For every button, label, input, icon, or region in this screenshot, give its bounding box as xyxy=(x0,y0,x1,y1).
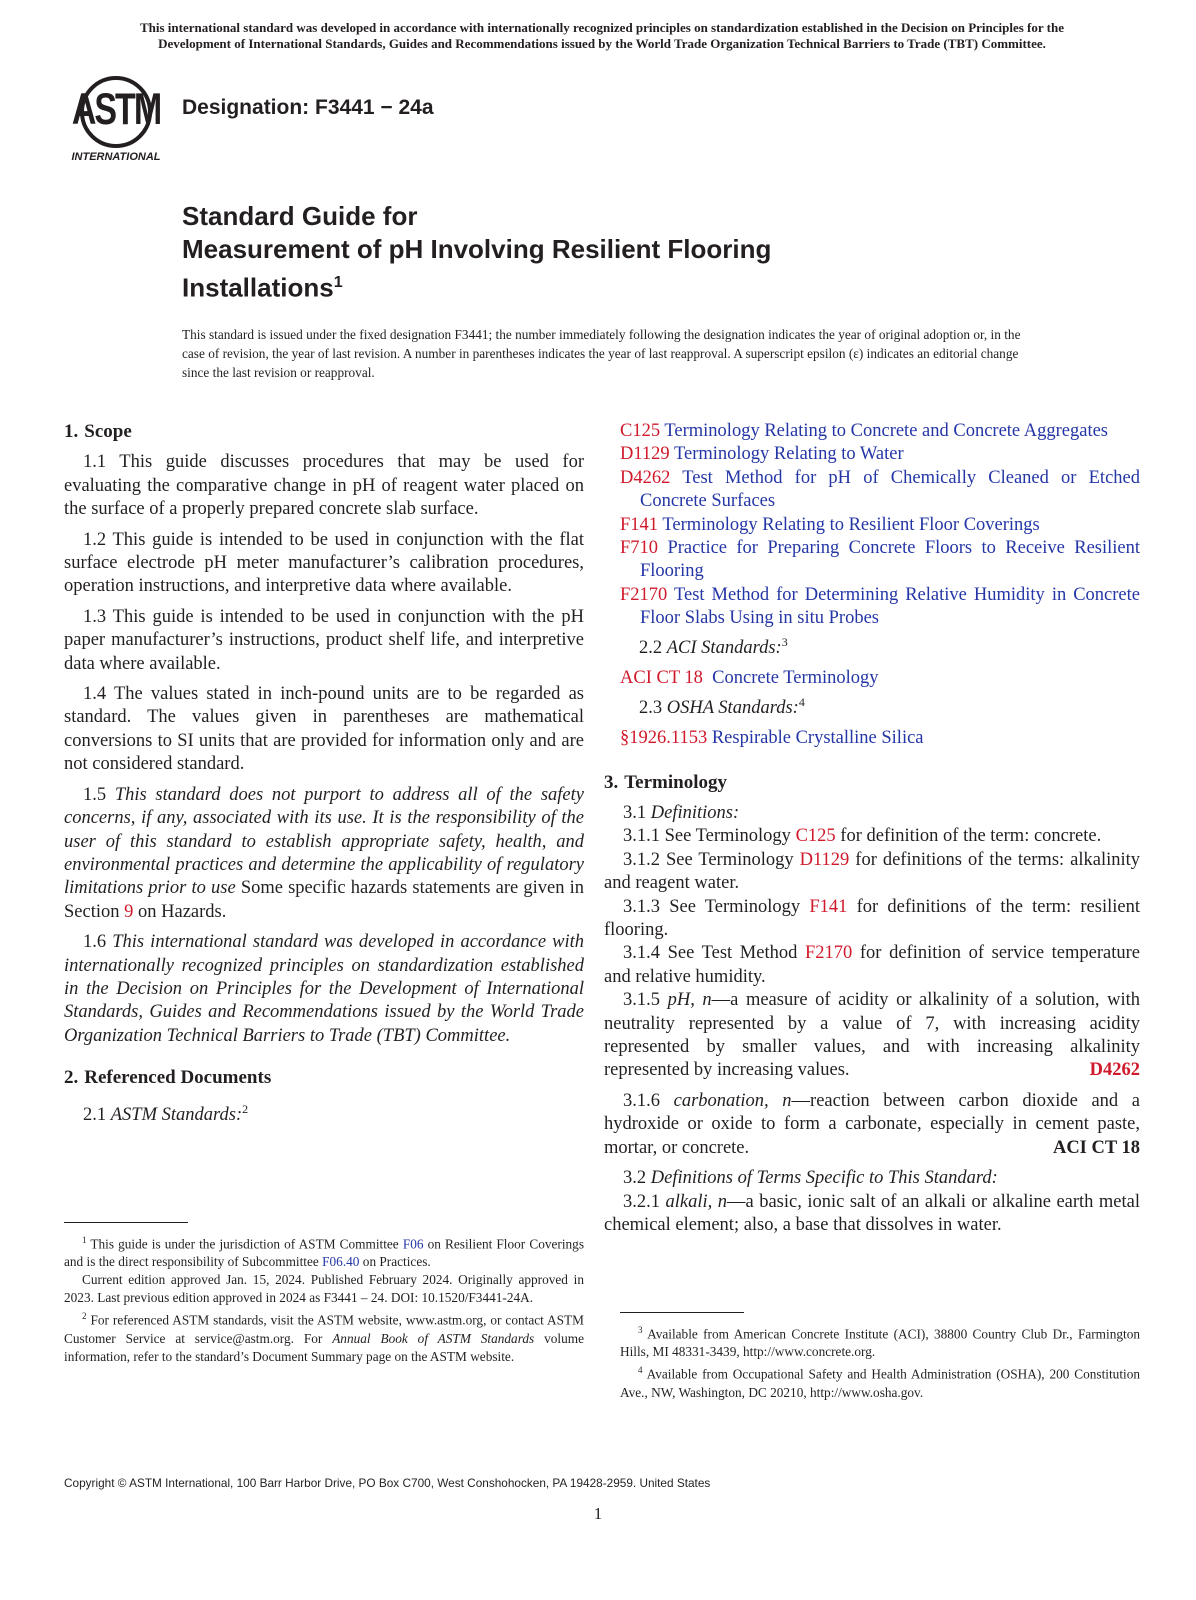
d4262-source-link[interactable]: D4262 xyxy=(1089,1060,1140,1081)
astm-standards-label: 2.1 ASTM Standards:$^2$ xyxy=(83,1101,249,1125)
title-line-1: Standard Guide for xyxy=(182,201,418,231)
paragraph-1-5: 1.5 This standard does not purport to address all of the safety concerns, if any, associated with its use. It is the responsibility of the user of this standard to establish appropriate safety, health, and environmental practices and determine the applicability of regulatory limitations prior to use Some specific hazards statements are given in Section 9 on Hazards. xyxy=(64,784,584,922)
document-title xyxy=(182,200,771,305)
definition-3-1-5: 3.1.5 pH, n—a measure of acidity or alkalinity of a solution, with neutrality represented by a value of 7, with increasing acidity represented by smaller values, and with increasing alkalinity represented by increasing values. D4262 xyxy=(604,989,1140,1083)
definition-3-1-1: 3.1.1 See Terminology C125 for definition of the term: concrete. xyxy=(623,826,1102,847)
paragraph-1-2: 1.2 This guide is intended to be used in conjunction with the flat surface electrode pH meter manufacturer’s calibration procedures, operation instructions, and interpretive data where available. xyxy=(64,529,584,597)
c125-link[interactable]: C125 xyxy=(795,826,836,847)
footnote-2: $^2$ For referenced ASTM standards, visit the ASTM website, www.astm.org, or contact ASTM Customer Service at service@astm.org. For Annual Book of ASTM Standards volume information, refer to the standard’s Document Summary page on the ASTM website. xyxy=(64,1311,584,1364)
notice-line-2: Development of International Standards, Guides and Recommendations issued by the World Trade Organization Technical Barriers to Trade (TBT) Committee. xyxy=(158,36,1046,51)
aci-ct-18-source: ACI CT 18 xyxy=(1052,1137,1140,1158)
definition-3-1-6: 3.1.6 carbonation, n—reaction between carbon dioxide and a hydroxide or oxide to form a carbonate, especially in cement paste, mortar, or concrete. ACI CT 18 xyxy=(604,1090,1140,1160)
ref-item-f141[interactable]: F141 Terminology Relating to Resilient Floor Coverings xyxy=(620,514,1040,535)
title-footnote-mark: 1 xyxy=(333,274,343,291)
osha-standards-label: 2.3 OSHA Standards:$^4$ xyxy=(639,694,805,718)
designation: Designation: F3441 − 24a xyxy=(182,96,434,119)
f2170-link[interactable]: F2170 xyxy=(804,943,853,964)
footnote-1: $^1$ This guide is under the jurisdiction of ASTM Committee F06 on Resilient Floor Coverings and is the direct responsibility of Subcommittee F06.40 on Practices. xyxy=(64,1235,584,1270)
paragraph-1-4: 1.4 The values stated in inch-pound units are to be regarded as standard. The values given in parentheses are mathematical conversions to SI units that are provided for information only and are not considered standard. xyxy=(64,684,584,775)
definition-3-1-4: 3.1.4 See Test Method F2170 for definition of service temperature and relative humidity. xyxy=(604,943,1140,987)
f06-40-link[interactable]: F06.40 xyxy=(322,1254,360,1270)
footnote-divider xyxy=(620,1312,744,1313)
ref-item-f2170[interactable]: F2170 Test Method for Determining Relative Humidity in Concrete Floor Slabs Using in situ Probes xyxy=(620,584,1140,629)
title-line-2: Measurement of pH Involving Resilient Flooring xyxy=(182,234,772,264)
definition-3-1-3: 3.1.3 See Terminology F141 for definitions of the term: resilient flooring. xyxy=(604,896,1140,941)
f141-link[interactable]: F141 xyxy=(809,896,848,917)
section-9-link[interactable]: 9 xyxy=(124,901,134,922)
specific-definitions-label: 3.2 Definitions of Terms Specific to This Standard: xyxy=(623,1168,998,1189)
footnote-divider xyxy=(64,1222,188,1223)
ref-item-osha-1926[interactable]: §1926.1153 Respirable Crystalline Silica xyxy=(620,728,924,749)
notice-line-1: This international standard was developed in accordance with internationally recognized principles on standardization established in the Decision on Principles for the xyxy=(139,20,1064,35)
right-column xyxy=(604,420,1141,1244)
tbt-notice xyxy=(62,20,1142,52)
copyright-notice: Copyright © ASTM International, 100 Barr Harbor Drive, PO Box C700, West Conshohocken, PA 19428-2959. United States xyxy=(64,1476,711,1490)
logo-text: ASTM xyxy=(71,84,161,135)
ref-item-d4262[interactable]: D4262 Test Method for pH of Chemically Cleaned or Etched Concrete Surfaces xyxy=(620,467,1140,512)
definition-3-2-1: 3.2.1 alkali, n—a basic, ionic salt of an alkali or alkaline earth metal chemical element; also, a base that dissolves in water. xyxy=(604,1191,1140,1235)
d1129-link[interactable]: D1129 xyxy=(799,849,850,870)
paragraph-1-3: 1.3 This guide is intended to be used in conjunction with the pH paper manufacturer’s instructions, product shelf life, and interpretive data where available. xyxy=(64,606,584,674)
ref-item-f710[interactable]: F710 Practice for Preparing Concrete Floors to Receive Resilient Flooring xyxy=(620,538,1140,582)
title-line-3: Installations xyxy=(182,272,334,303)
issue-statement: This standard is issued under the fixed designation F3441; the number immediately following the designation indicates the year of original adoption or, in the case of revision, the year of last revision. A number in parentheses indicates the year of last reapproval. A superscript epsilon (ε) indicates an editorial change since the last revision or reapproval. xyxy=(182,327,1021,380)
footnote-3: $^3$ Available from American Concrete Institute (ACI), 38800 Country Club Dr., Farmington Hills, MI 48331-3439, http://www.concrete.org. xyxy=(620,1325,1140,1360)
f06-link[interactable]: F06 xyxy=(402,1236,424,1252)
logo-subtext: INTERNATIONAL xyxy=(71,151,161,163)
footnote-1-edition: Current edition approved Jan. 15, 2024. Published February 2024. Originally approved in 2023. Last previous edition approved in 2024 as F3441 – 24. DOI: 10.1520/F3441-24A. xyxy=(64,1272,584,1306)
ref-item-c125[interactable]: C125 Terminology Relating to Concrete and Concrete Aggregates xyxy=(620,421,1108,441)
section-heading-terminology: 3. Terminology xyxy=(604,771,727,793)
paragraph-1-6: 1.6 This international standard was developed in accordance with internationally recognized principles on standardization established in the Decision on Principles for the Development of International Standards, Guides and Recommendations issued by the World Trade Organization Technical Barriers to Trade (TBT) Committee. xyxy=(64,932,585,1046)
footnotes-right xyxy=(620,1312,1140,1402)
left-column xyxy=(64,420,584,1134)
paragraph-1-1: 1.1 This guide discusses procedures that may be used for evaluating the comparative change in pH of reagent water placed on the surface of a properly prepared concrete slab surface. xyxy=(64,452,584,520)
aci-standards-label: 2.2 ACI Standards:$^3$ xyxy=(639,634,788,658)
ref-item-aci-ct-18[interactable]: ACI CT 18 Concrete Terminology xyxy=(620,668,879,689)
footnotes-left xyxy=(64,1222,584,1366)
definition-3-1-2: 3.1.2 See Terminology D1129 for definitions of the terms: alkalinity and reagent water. xyxy=(604,849,1141,894)
footnote-4: $^4$ Available from Occupational Safety and Health Administration (OSHA), 200 Constitution Ave., NW, Washington, DC 20210, http://www.osha.gov. xyxy=(620,1365,1140,1400)
astm-logo xyxy=(64,72,168,166)
page-number: 1 xyxy=(593,1504,603,1523)
section-heading-referenced-documents: 2. Referenced Documents xyxy=(64,1067,272,1089)
definitions-label: 3.1 Definitions: xyxy=(623,803,740,823)
section-heading-scope: 1. Scope xyxy=(64,421,132,442)
ref-item-d1129[interactable]: D1129 Terminology Relating to Water xyxy=(620,444,904,465)
